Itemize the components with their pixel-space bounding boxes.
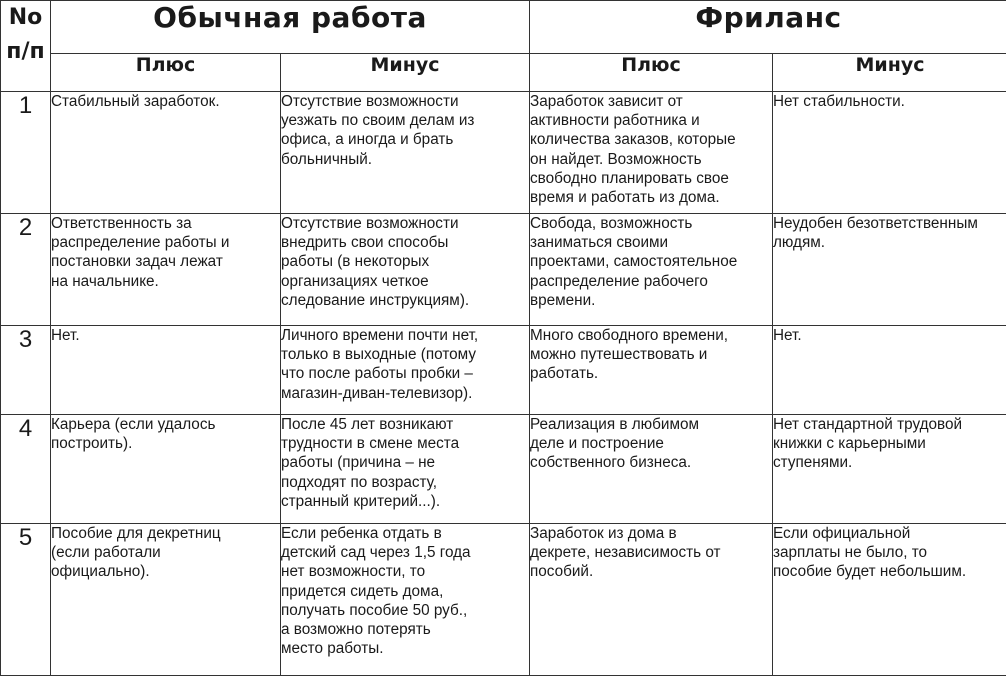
table-row [1,214,1006,326]
freelance-minus-header: Минус [773,54,1006,92]
freelance-minus-cell: Нет стандартной трудовой книжки с карьерными ступенями. [773,415,1006,524]
table-row [1,326,1006,415]
freelance-minus-cell: Неудобен безответственным людям. [773,214,1006,326]
row-number: 5 [1,524,51,676]
freelance-minus-cell: Нет стабильности. [773,92,1006,214]
number-column-header: No п/п [1,1,51,92]
freelance-plus-cell: Много свободного времени, можно путешествовать и работать. [530,326,773,415]
freelance-header: Фриланс [530,1,1006,54]
regular-minus-cell: После 45 лет возникают трудности в смене места работы (причина – не подходят по возрасту, странный критерий...). [281,415,530,524]
regular-minus-cell: Отсутствие возможности уезжать по своим делам из офиса, а иногда и брать больничный. [281,92,530,214]
regular-minus-cell: Личного времени почти нет, только в выходные (потому что после работы пробки – магазин-диван-телевизор). [281,326,530,415]
freelance-plus-cell: Реализация в любимом деле и построение собственного бизнеса. [530,415,773,524]
table-row [1,415,1006,524]
regular-minus-cell: Отсутствие возможности внедрить свои способы работы (в некоторых организациях четкое следование инструкциям). [281,214,530,326]
freelance-plus-cell: Заработок зависит от активности работника и количества заказов, которые он найдет. Возможность свободно планировать свое время и работать из дома. [530,92,773,214]
regular-plus-header: Плюс [51,54,281,92]
regular-plus-cell: Нет. [51,326,281,415]
table-row [1,524,1006,676]
row-number: 3 [1,326,51,415]
freelance-plus-header: Плюс [530,54,773,92]
regular-plus-cell: Пособие для декретниц (если работали официально). [51,524,281,676]
regular-plus-cell: Карьера (если удалось построить). [51,415,281,524]
regular-job-header: Обычная работа [51,1,530,54]
freelance-minus-cell: Если официальной зарплаты не было, то пособие будет небольшим. [773,524,1006,676]
row-number: 4 [1,415,51,524]
row-number: 1 [1,92,51,214]
regular-plus-cell: Ответственность за распределение работы и постановки задач лежат на начальнике. [51,214,281,326]
row-number: 2 [1,214,51,326]
freelance-minus-cell: Нет. [773,326,1006,415]
freelance-plus-cell: Свобода, возможность заниматься своими проектами, самостоятельное распределение рабочего времени. [530,214,773,326]
regular-minus-header: Минус [281,54,530,92]
freelance-plus-cell: Заработок из дома в декрете, независимость от пособий. [530,524,773,676]
table-row [1,92,1006,214]
regular-plus-cell: Стабильный заработок. [51,92,281,214]
regular-minus-cell: Если ребенка отдать в детский сад через 1,5 года нет возможности, то придется сидеть дома, получать пособие 50 руб., а возможно потерять место работы. [281,524,530,676]
